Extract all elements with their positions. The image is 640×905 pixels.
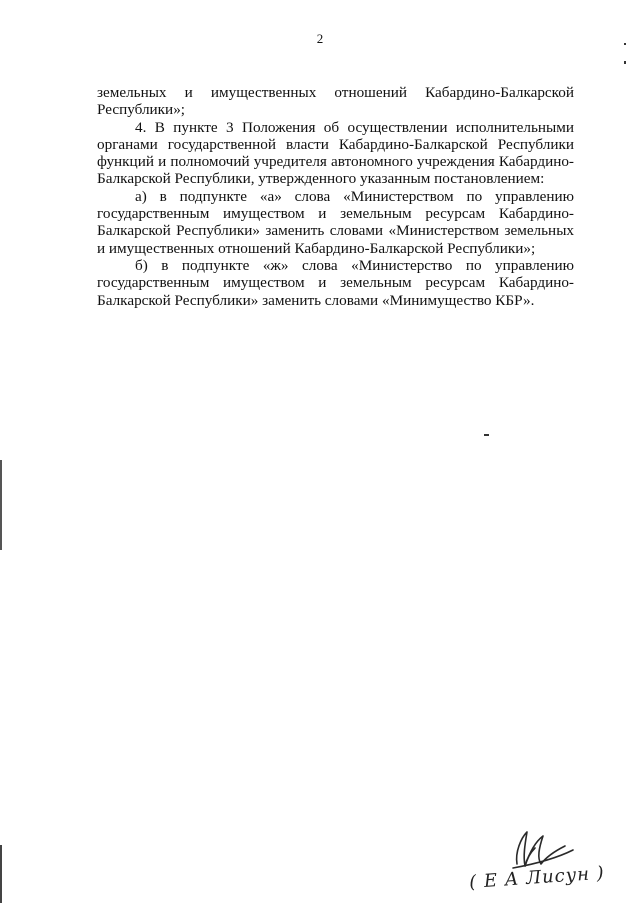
- signature-handwritten-note: ( Е А Лисун ): [468, 862, 606, 893]
- scan-mark-left-edge-bottom: [0, 845, 2, 903]
- paragraph-subitem-a: а) в подпункте «а» слова «Министерством по управлению государственным имуществом и земельным ресурсам Кабардино-Балкарской Республики» заменить словами «Министерством земельных и имущественных отношений Кабардино-Балкарской Республики»;: [97, 187, 574, 257]
- page-number: 2: [316, 31, 324, 46]
- scan-mark-top-right: [624, 43, 626, 45]
- paragraph-item-4: 4. В пункте 3 Положения об осуществлении исполнительными органами государственной власти Кабардино-Балкарской Республики функций и полномочий учредителя автономного учреждения Кабардино-Балкарской Республики, утвержденного указанным постановлением:: [97, 118, 574, 188]
- document-body: [97, 84, 574, 309]
- scan-mark-top-right-2: [624, 61, 626, 64]
- paragraph-subitem-b: б) в подпункте «ж» слова «Министерство по управлению государственным имуществом и земельным ресурсам Кабардино-Балкарской Республики» заменить словами «Минимущество КБР».: [97, 256, 574, 309]
- paragraph-continuation: земельных и имущественных отношений Кабардино-Балкарской Республики»;: [97, 84, 574, 119]
- scan-mark-dash: [484, 434, 489, 436]
- scan-mark-left-edge: [0, 460, 2, 550]
